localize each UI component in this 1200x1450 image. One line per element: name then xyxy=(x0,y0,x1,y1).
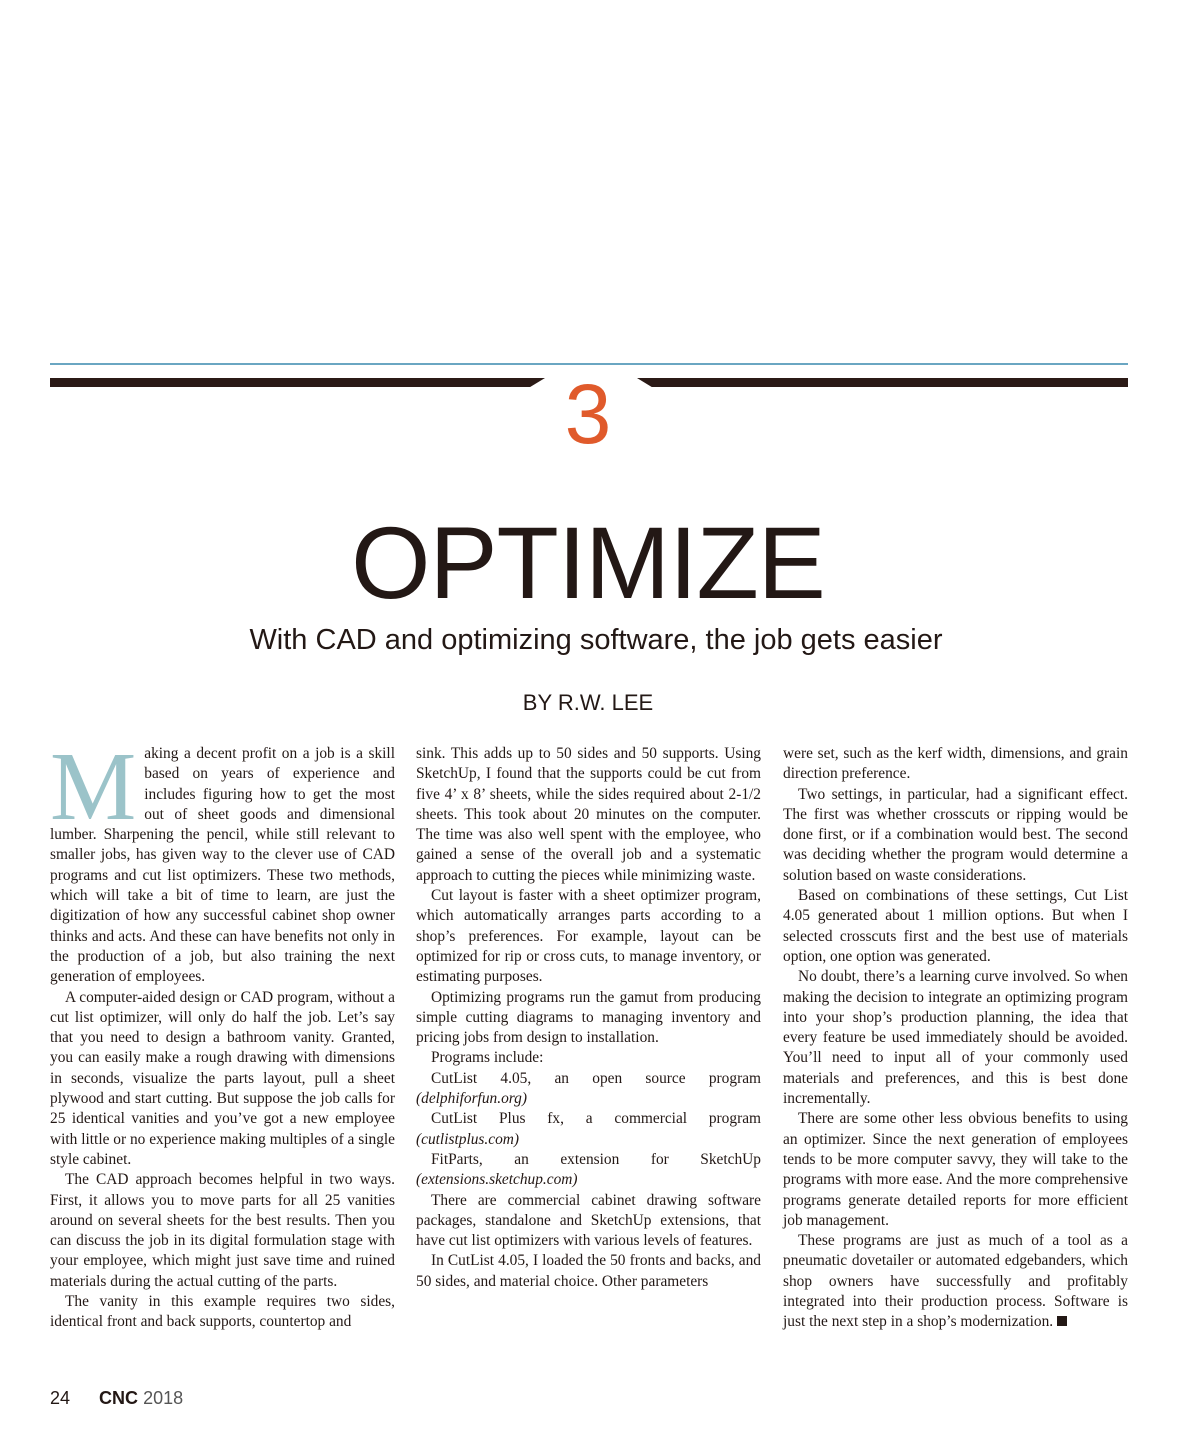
end-of-article-square-icon xyxy=(1057,1316,1067,1326)
paragraph: Programs include: xyxy=(431,1049,544,1067)
paragraph: sink. This adds up to 50 sides and 50 supports. Using SketchUp, I found that the supports could be cut from five 4’ x 8’ sheets, while the sides required about 2-1/2 sheets. This took about 20 minutes on the computer. The time was also well spent with the employee, who gained a sense of the overall job and a systematic approach to cutting the pieces while minimizing waste. xyxy=(416,745,761,884)
paragraph: Two settings, in particular, had a significant effect. The first was whether crosscuts or ripping would be done first, or if a combination would best. The second was deciding whether the program would determine a solution based on waste considerations. xyxy=(783,785,1128,884)
article-column-2 xyxy=(416,744,761,1292)
drop-cap: M xyxy=(50,733,137,840)
page-footer xyxy=(50,1388,183,1409)
paragraph: There are some other less obvious benefits to using an optimizer. Since the next generation of employees tends to be more computer savvy, they will take to the programs with more ease. And the more comprehensive programs generate detailed reports for more efficient job management. xyxy=(783,1110,1128,1229)
chapter-number: 3 xyxy=(564,367,612,461)
magazine-year: 2018 xyxy=(143,1388,184,1408)
paragraph: Cut layout is faster with a sheet optimizer program, which automatically arranges parts according to a shop’s preferences. For example, layout can be optimized for rip or cross cuts, to manage inventory, or estimating purposes. xyxy=(416,887,761,986)
paragraph: The CAD approach becomes helpful in two ways. First, it allows you to move parts for all 25 vanities around on several sheets for the best results. Then you can discuss the job in its digital formulation stage with your employee, which might just save time and ruined materials during the actual cutting of the parts. xyxy=(50,1171,395,1290)
article-title: OPTIMIZE xyxy=(351,506,825,620)
paragraph: A computer-aided design or CAD program, without a cut list optimizer, will only do half the job. Let’s say that you need to design a bathroom vanity. Granted, you can easily make a rough drawing with dimensions in seconds, visualize the parts layout, pull a sheet plywood and start cutting. But suppose the job calls for 25 identical vanities and you’ve got a new employee with little or no experience making multiples of a single style cabinet. xyxy=(50,988,395,1168)
paragraph: Making a decent profit on a job is a skill based on years of experience and includes figuring how to get the most out of sheet goods and dimensional lumber. Sharpening the pencil, while still relevant to smaller jobs, has given way to the clever use of CAD programs and cut list optimizers. These two methods, which will take a bit of time to learn, are just the digitization of how any successful cabinet shop owner thinks and acts. And these can have benefits not only in the production of a job, but also training the next generation of employees. xyxy=(50,733,395,986)
paragraph: There are commercial cabinet drawing software packages, standalone and SketchUp extensions, that have cut list optimizers with various levels of features. xyxy=(416,1191,761,1250)
magazine-name: CNC xyxy=(99,1388,139,1408)
program-list-item: FitParts, an extension for SketchUp (extensions.sketchup.com) xyxy=(416,1150,761,1189)
page-number: 24 xyxy=(50,1388,71,1408)
program-list-item: CutList Plus fx, a commercial program (cutlistplus.com) xyxy=(416,1110,761,1148)
paragraph: Based on combinations of these settings, Cut List 4.05 generated about 1 million options. But when I selected crosscuts first and the best use of materials option, one option was generated. xyxy=(783,887,1128,965)
program-list-item: CutList 4.05, an open source program (delphiforfun.org) xyxy=(416,1069,761,1108)
article-column-3 xyxy=(783,744,1128,1333)
paragraph: These programs are just as much of a tool as a pneumatic dovetailer or automated edgebanders, which shop owners have successfully and profitably integrated into their production process. Software is just the next step in a shop’s modernization. xyxy=(783,1232,1128,1331)
paragraph: The vanity in this example requires two sides, identical front and back supports, countertop and xyxy=(50,1293,395,1331)
article-column-1 xyxy=(50,733,395,1333)
paragraph: No doubt, there’s a learning curve involved. So when making the decision to integrate an optimizing program into your shop’s production planning, the idea that every feature be used immediately should be avoided. You’ll need to input all of your commonly used materials and preferences, and this is best done incrementally. xyxy=(783,968,1128,1108)
top-blue-rule xyxy=(50,363,1128,365)
paragraph: Optimizing programs run the gamut from producing simple cutting diagrams to managing inventory and pricing jobs from design to installation. xyxy=(416,988,761,1047)
paragraph: were set, such as the kerf width, dimensions, and grain direction preference. xyxy=(783,745,1128,783)
article-subtitle: With CAD and optimizing software, the job gets easier xyxy=(249,624,943,656)
paragraph: In CutList 4.05, I loaded the 50 fronts and backs, and 50 sides, and material choice. Other parameters xyxy=(416,1252,761,1290)
byline: BY R.W. LEE xyxy=(522,690,654,715)
